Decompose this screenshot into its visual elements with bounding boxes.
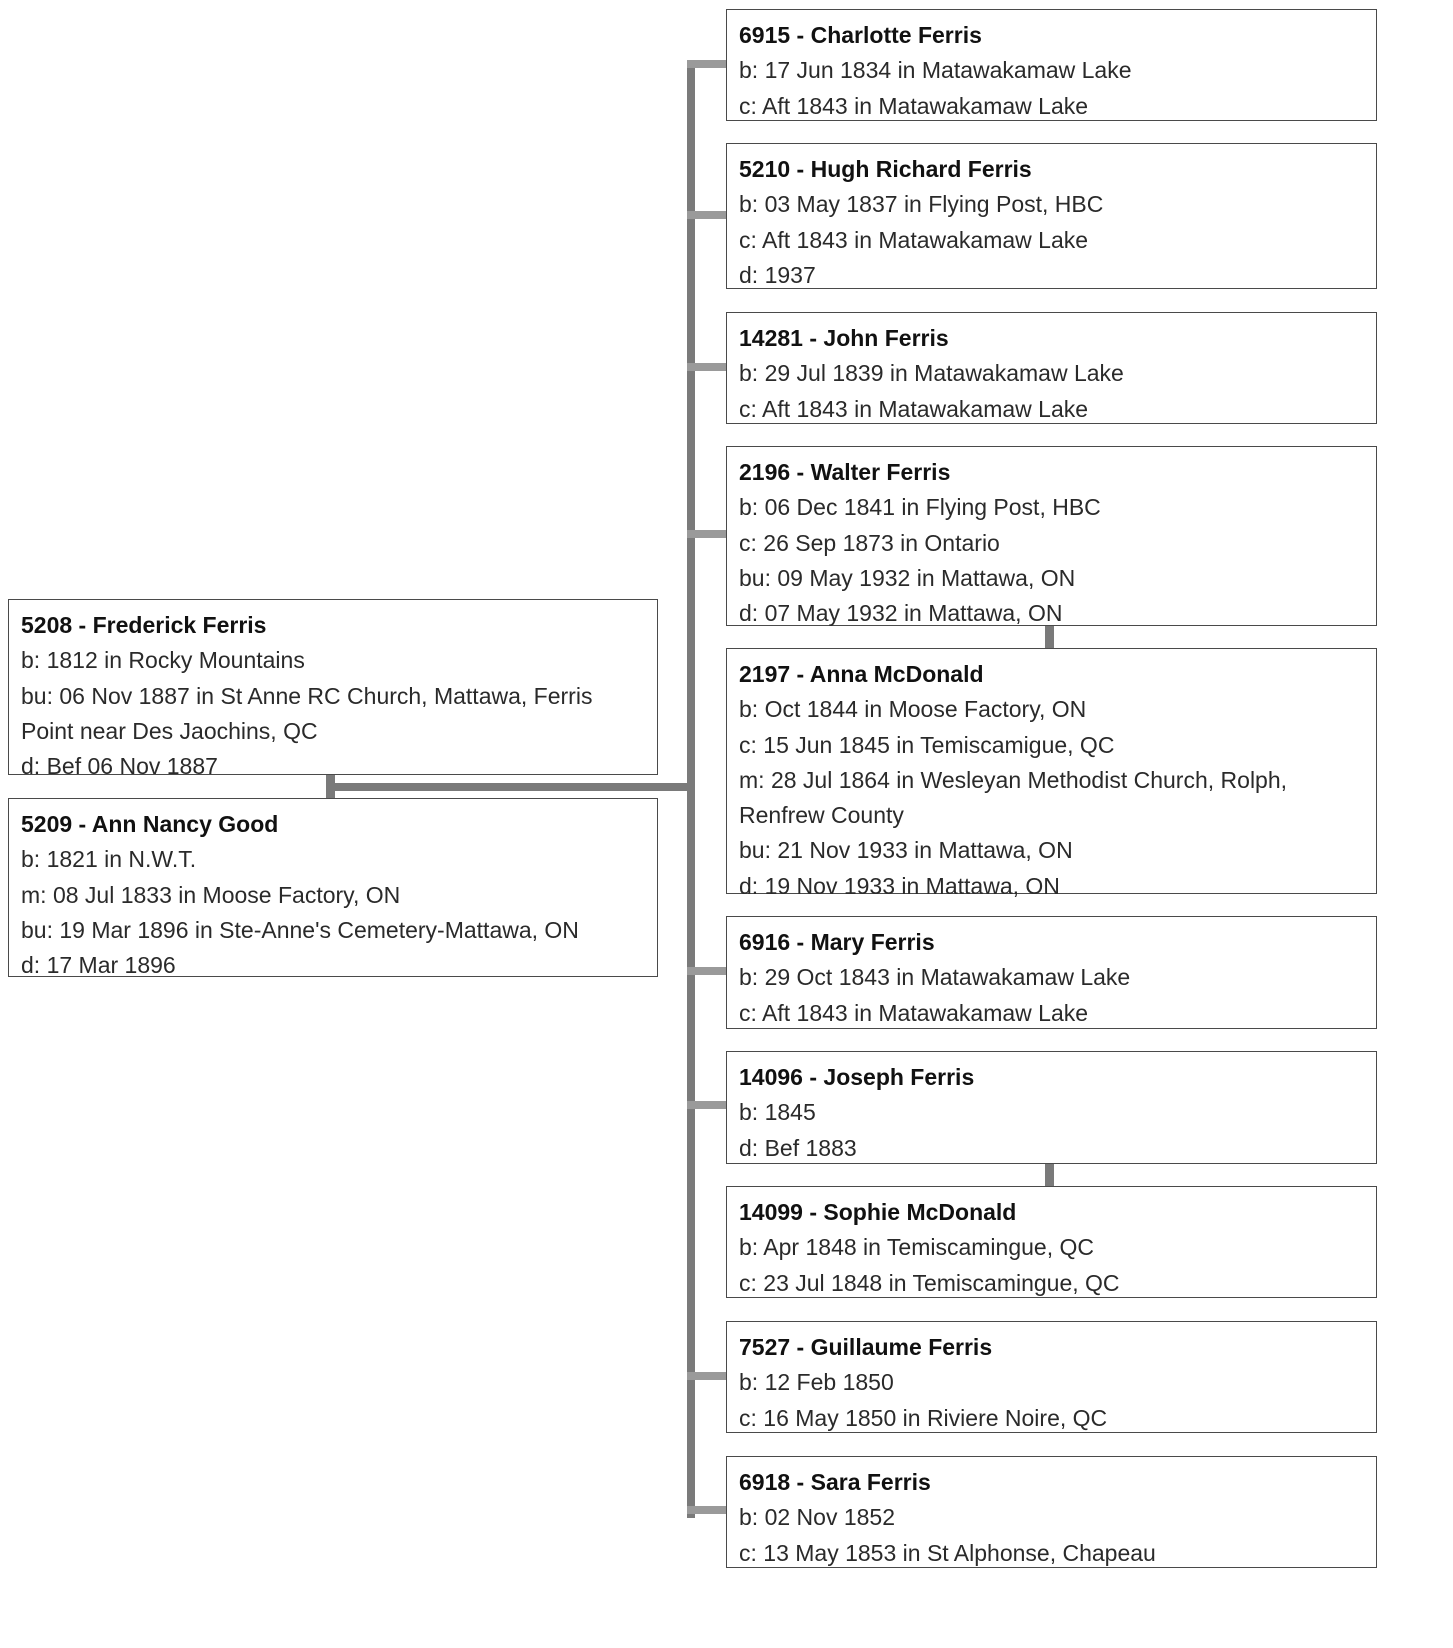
person-card-5208[interactable] xyxy=(8,599,658,780)
person-name: 2196 - Walter Ferris xyxy=(739,459,951,485)
person-detail: b: 1821 in N.W.T. xyxy=(21,846,197,873)
person-detail: bu: 06 Nov 1887 in St Anne RC Church, Mattawa, Ferris xyxy=(21,682,593,709)
person-detail: Point near Des Jaochins, QC xyxy=(21,717,318,744)
spouse-connector-14096-14099 xyxy=(1045,1163,1054,1187)
person-name: 5209 - Ann Nancy Good xyxy=(21,811,279,837)
person-name: 5210 - Hugh Richard Ferris xyxy=(739,156,1032,182)
person-detail: bu: 21 Nov 1933 in Mattawa, ON xyxy=(739,837,1073,864)
child-branch-6918 xyxy=(687,1506,726,1514)
person-detail: c: 16 May 1850 in Riviere Noire, QC xyxy=(739,1404,1108,1431)
person-detail: b: Oct 1844 in Moose Factory, ON xyxy=(739,696,1087,723)
person-detail: c: 13 May 1853 in St Alphonse, Chapeau xyxy=(739,1539,1156,1566)
person-detail: b: 02 Nov 1852 xyxy=(739,1504,896,1531)
person-card-6916[interactable] xyxy=(726,916,1377,1029)
child-branch-14281 xyxy=(687,363,726,371)
person-detail: d: 17 Mar 1896 xyxy=(21,952,176,979)
person-card-14099[interactable] xyxy=(726,1186,1377,1298)
person-detail: d: 19 Nov 1933 in Mattawa, ON xyxy=(739,872,1060,899)
person-name: 5208 - Frederick Ferris xyxy=(21,612,267,638)
person-detail: m: 28 Jul 1864 in Wesleyan Methodist Church, Rolph, xyxy=(739,766,1288,793)
person-card-2197[interactable] xyxy=(726,648,1377,899)
person-name: 6918 - Sara Ferris xyxy=(739,1469,931,1495)
person-detail: b: 17 Jun 1834 in Matawakamaw Lake xyxy=(739,57,1132,84)
person-detail: b: 1845 xyxy=(739,1099,816,1126)
person-detail: d: Bef 06 Nov 1887 xyxy=(21,753,218,780)
person-name: 14096 - Joseph Ferris xyxy=(739,1064,975,1090)
person-detail: m: 08 Jul 1833 in Moose Factory, ON xyxy=(21,881,401,908)
person-detail: c: Aft 1843 in Matawakamaw Lake xyxy=(739,999,1089,1026)
person-name: 6915 - Charlotte Ferris xyxy=(739,22,982,48)
child-branch-5210 xyxy=(687,211,726,219)
person-detail: d: 07 May 1932 in Mattawa, ON xyxy=(739,600,1063,627)
person-card-5210[interactable] xyxy=(726,143,1377,289)
person-card-2196[interactable] xyxy=(726,446,1377,626)
child-branch-6915 xyxy=(687,60,726,68)
person-detail: c: Aft 1843 in Matawakamaw Lake xyxy=(739,226,1089,253)
person-name: 2197 - Anna McDonald xyxy=(739,661,984,687)
person-detail: b: 29 Oct 1843 in Matawakamaw Lake xyxy=(739,964,1131,991)
person-detail: b: 12 Feb 1850 xyxy=(739,1369,894,1396)
person-detail: c: Aft 1843 in Matawakamaw Lake xyxy=(739,395,1089,422)
person-card-6915[interactable] xyxy=(726,9,1377,121)
person-name: 7527 - Guillaume Ferris xyxy=(739,1334,993,1360)
person-card-6918[interactable] xyxy=(726,1456,1377,1568)
person-detail: d: 1937 xyxy=(739,261,816,288)
person-detail: b: 06 Dec 1841 in Flying Post, HBC xyxy=(739,494,1101,521)
person-detail: b: Apr 1848 in Temiscamingue, QC xyxy=(739,1234,1094,1261)
child-branch-6916 xyxy=(687,967,726,975)
person-detail: c: 15 Jun 1845 in Temiscamigue, QC xyxy=(739,731,1115,758)
person-detail: c: Aft 1843 in Matawakamaw Lake xyxy=(739,92,1089,119)
person-card-7527[interactable] xyxy=(726,1321,1377,1433)
person-name: 14099 - Sophie McDonald xyxy=(739,1199,1017,1225)
person-card-14281[interactable] xyxy=(726,312,1377,424)
person-detail: b: 29 Jul 1839 in Matawakamaw Lake xyxy=(739,360,1124,387)
person-card-14096[interactable] xyxy=(726,1051,1377,1164)
person-detail: bu: 19 Mar 1896 in Ste-Anne's Cemetery-Mattawa, ON xyxy=(21,916,579,943)
person-card-5209[interactable] xyxy=(8,798,658,977)
child-branch-14096 xyxy=(687,1101,726,1109)
child-branch-2196 xyxy=(687,530,726,538)
person-detail: c: 26 Sep 1873 in Ontario xyxy=(739,529,1000,556)
children-trunk-line xyxy=(687,60,695,1518)
person-name: 14281 - John Ferris xyxy=(739,325,949,351)
child-branch-7527 xyxy=(687,1372,726,1380)
person-name: 6916 - Mary Ferris xyxy=(739,929,935,955)
person-detail: d: Bef 1883 xyxy=(739,1134,857,1161)
person-detail: b: 1812 in Rocky Mountains xyxy=(21,647,305,674)
person-detail: bu: 09 May 1932 in Mattawa, ON xyxy=(739,564,1076,591)
person-detail: c: 23 Jul 1848 in Temiscamingue, QC xyxy=(739,1269,1120,1296)
person-detail: Renfrew County xyxy=(739,802,904,829)
person-detail: b: 03 May 1837 in Flying Post, HBC xyxy=(739,191,1104,218)
